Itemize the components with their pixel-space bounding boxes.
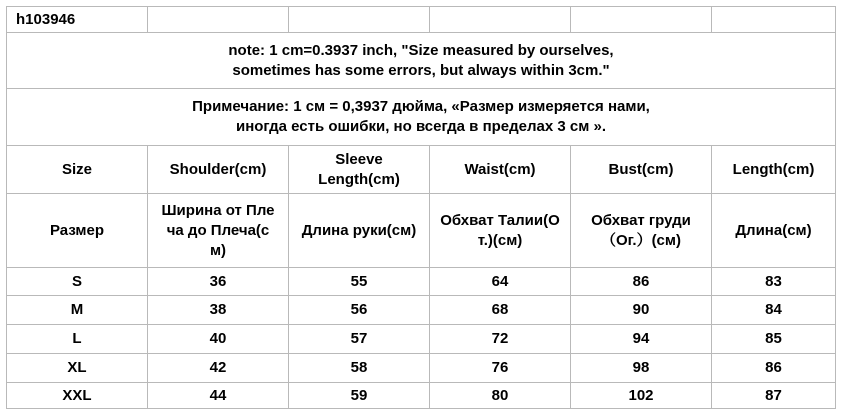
waist-cell[interactable]: 76 — [430, 354, 571, 383]
header-ru-cell-shoulder[interactable]: Ширина от Пле ча до Плеча(с м) — [148, 194, 289, 268]
header-ru-cell-bust[interactable]: Обхват груди （Ог.）(см) — [571, 194, 712, 268]
bust-cell[interactable]: 98 — [571, 354, 712, 383]
bust-cell[interactable]: 94 — [571, 325, 712, 354]
table-row-xl — [7, 354, 836, 383]
header-ru-cell-size[interactable]: Размер — [7, 194, 148, 268]
bust-cell[interactable]: 86 — [571, 268, 712, 296]
shoulder-cell[interactable]: 36 — [148, 268, 289, 296]
size-cell[interactable]: L — [7, 325, 148, 354]
shoulder-cell[interactable]: 40 — [148, 325, 289, 354]
length-cell[interactable]: 85 — [712, 325, 836, 354]
empty-cell[interactable] — [148, 7, 289, 33]
empty-cell[interactable] — [430, 7, 571, 33]
waist-cell[interactable]: 64 — [430, 268, 571, 296]
length-cell[interactable]: 83 — [712, 268, 836, 296]
header-ru-cell-sleeve-length[interactable]: Длина руки(см) — [289, 194, 430, 268]
shoulder-cell[interactable]: 44 — [148, 383, 289, 409]
note-en-cell[interactable]: note: 1 cm=0.3937 inch, "Size measured by ourselves, sometimes has some errors, but always within 3cm." — [7, 33, 836, 89]
sleeve-length-cell[interactable]: 57 — [289, 325, 430, 354]
table-row-m — [7, 296, 836, 325]
length-cell[interactable]: 86 — [712, 354, 836, 383]
empty-cell[interactable] — [712, 7, 836, 33]
size-chart-table — [6, 6, 836, 409]
table-row-l — [7, 325, 836, 354]
header-cell-bust[interactable]: Bust(cm) — [571, 146, 712, 194]
waist-cell[interactable]: 68 — [430, 296, 571, 325]
header-cell-size[interactable]: Size — [7, 146, 148, 194]
empty-cell[interactable] — [571, 7, 712, 33]
empty-cell[interactable] — [289, 7, 430, 33]
shoulder-cell[interactable]: 42 — [148, 354, 289, 383]
size-cell[interactable]: XL — [7, 354, 148, 383]
note-ru-row — [7, 89, 836, 146]
length-cell[interactable]: 87 — [712, 383, 836, 409]
size-cell[interactable]: S — [7, 268, 148, 296]
product-code-cell[interactable]: h103946 — [7, 7, 148, 33]
shoulder-cell[interactable]: 38 — [148, 296, 289, 325]
waist-cell[interactable]: 80 — [430, 383, 571, 409]
header-cell-waist[interactable]: Waist(cm) — [430, 146, 571, 194]
bust-cell[interactable]: 90 — [571, 296, 712, 325]
header-en-row — [7, 146, 836, 194]
sleeve-length-cell[interactable]: 55 — [289, 268, 430, 296]
header-cell-sleeve-length[interactable]: Sleeve Length(cm) — [289, 146, 430, 194]
size-cell[interactable]: M — [7, 296, 148, 325]
header-cell-shoulder[interactable]: Shoulder(cm) — [148, 146, 289, 194]
header-cell-length[interactable]: Length(cm) — [712, 146, 836, 194]
header-ru-cell-length[interactable]: Длина(см) — [712, 194, 836, 268]
header-ru-cell-waist[interactable]: Обхват Талии(О т.)(см) — [430, 194, 571, 268]
sleeve-length-cell[interactable]: 59 — [289, 383, 430, 409]
table-row-s — [7, 268, 836, 296]
waist-cell[interactable]: 72 — [430, 325, 571, 354]
header-ru-row — [7, 194, 836, 268]
length-cell[interactable]: 84 — [712, 296, 836, 325]
note-en-row — [7, 33, 836, 89]
code-row — [7, 7, 836, 33]
sleeve-length-cell[interactable]: 58 — [289, 354, 430, 383]
table-row-xxl — [7, 383, 836, 409]
bust-cell[interactable]: 102 — [571, 383, 712, 409]
size-cell[interactable]: XXL — [7, 383, 148, 409]
sleeve-length-cell[interactable]: 56 — [289, 296, 430, 325]
note-ru-cell[interactable]: Примечание: 1 см = 0,3937 дюйма, «Размер измеряется нами, иногда есть ошибки, но всегда в пределах 3 см ». — [7, 89, 836, 146]
